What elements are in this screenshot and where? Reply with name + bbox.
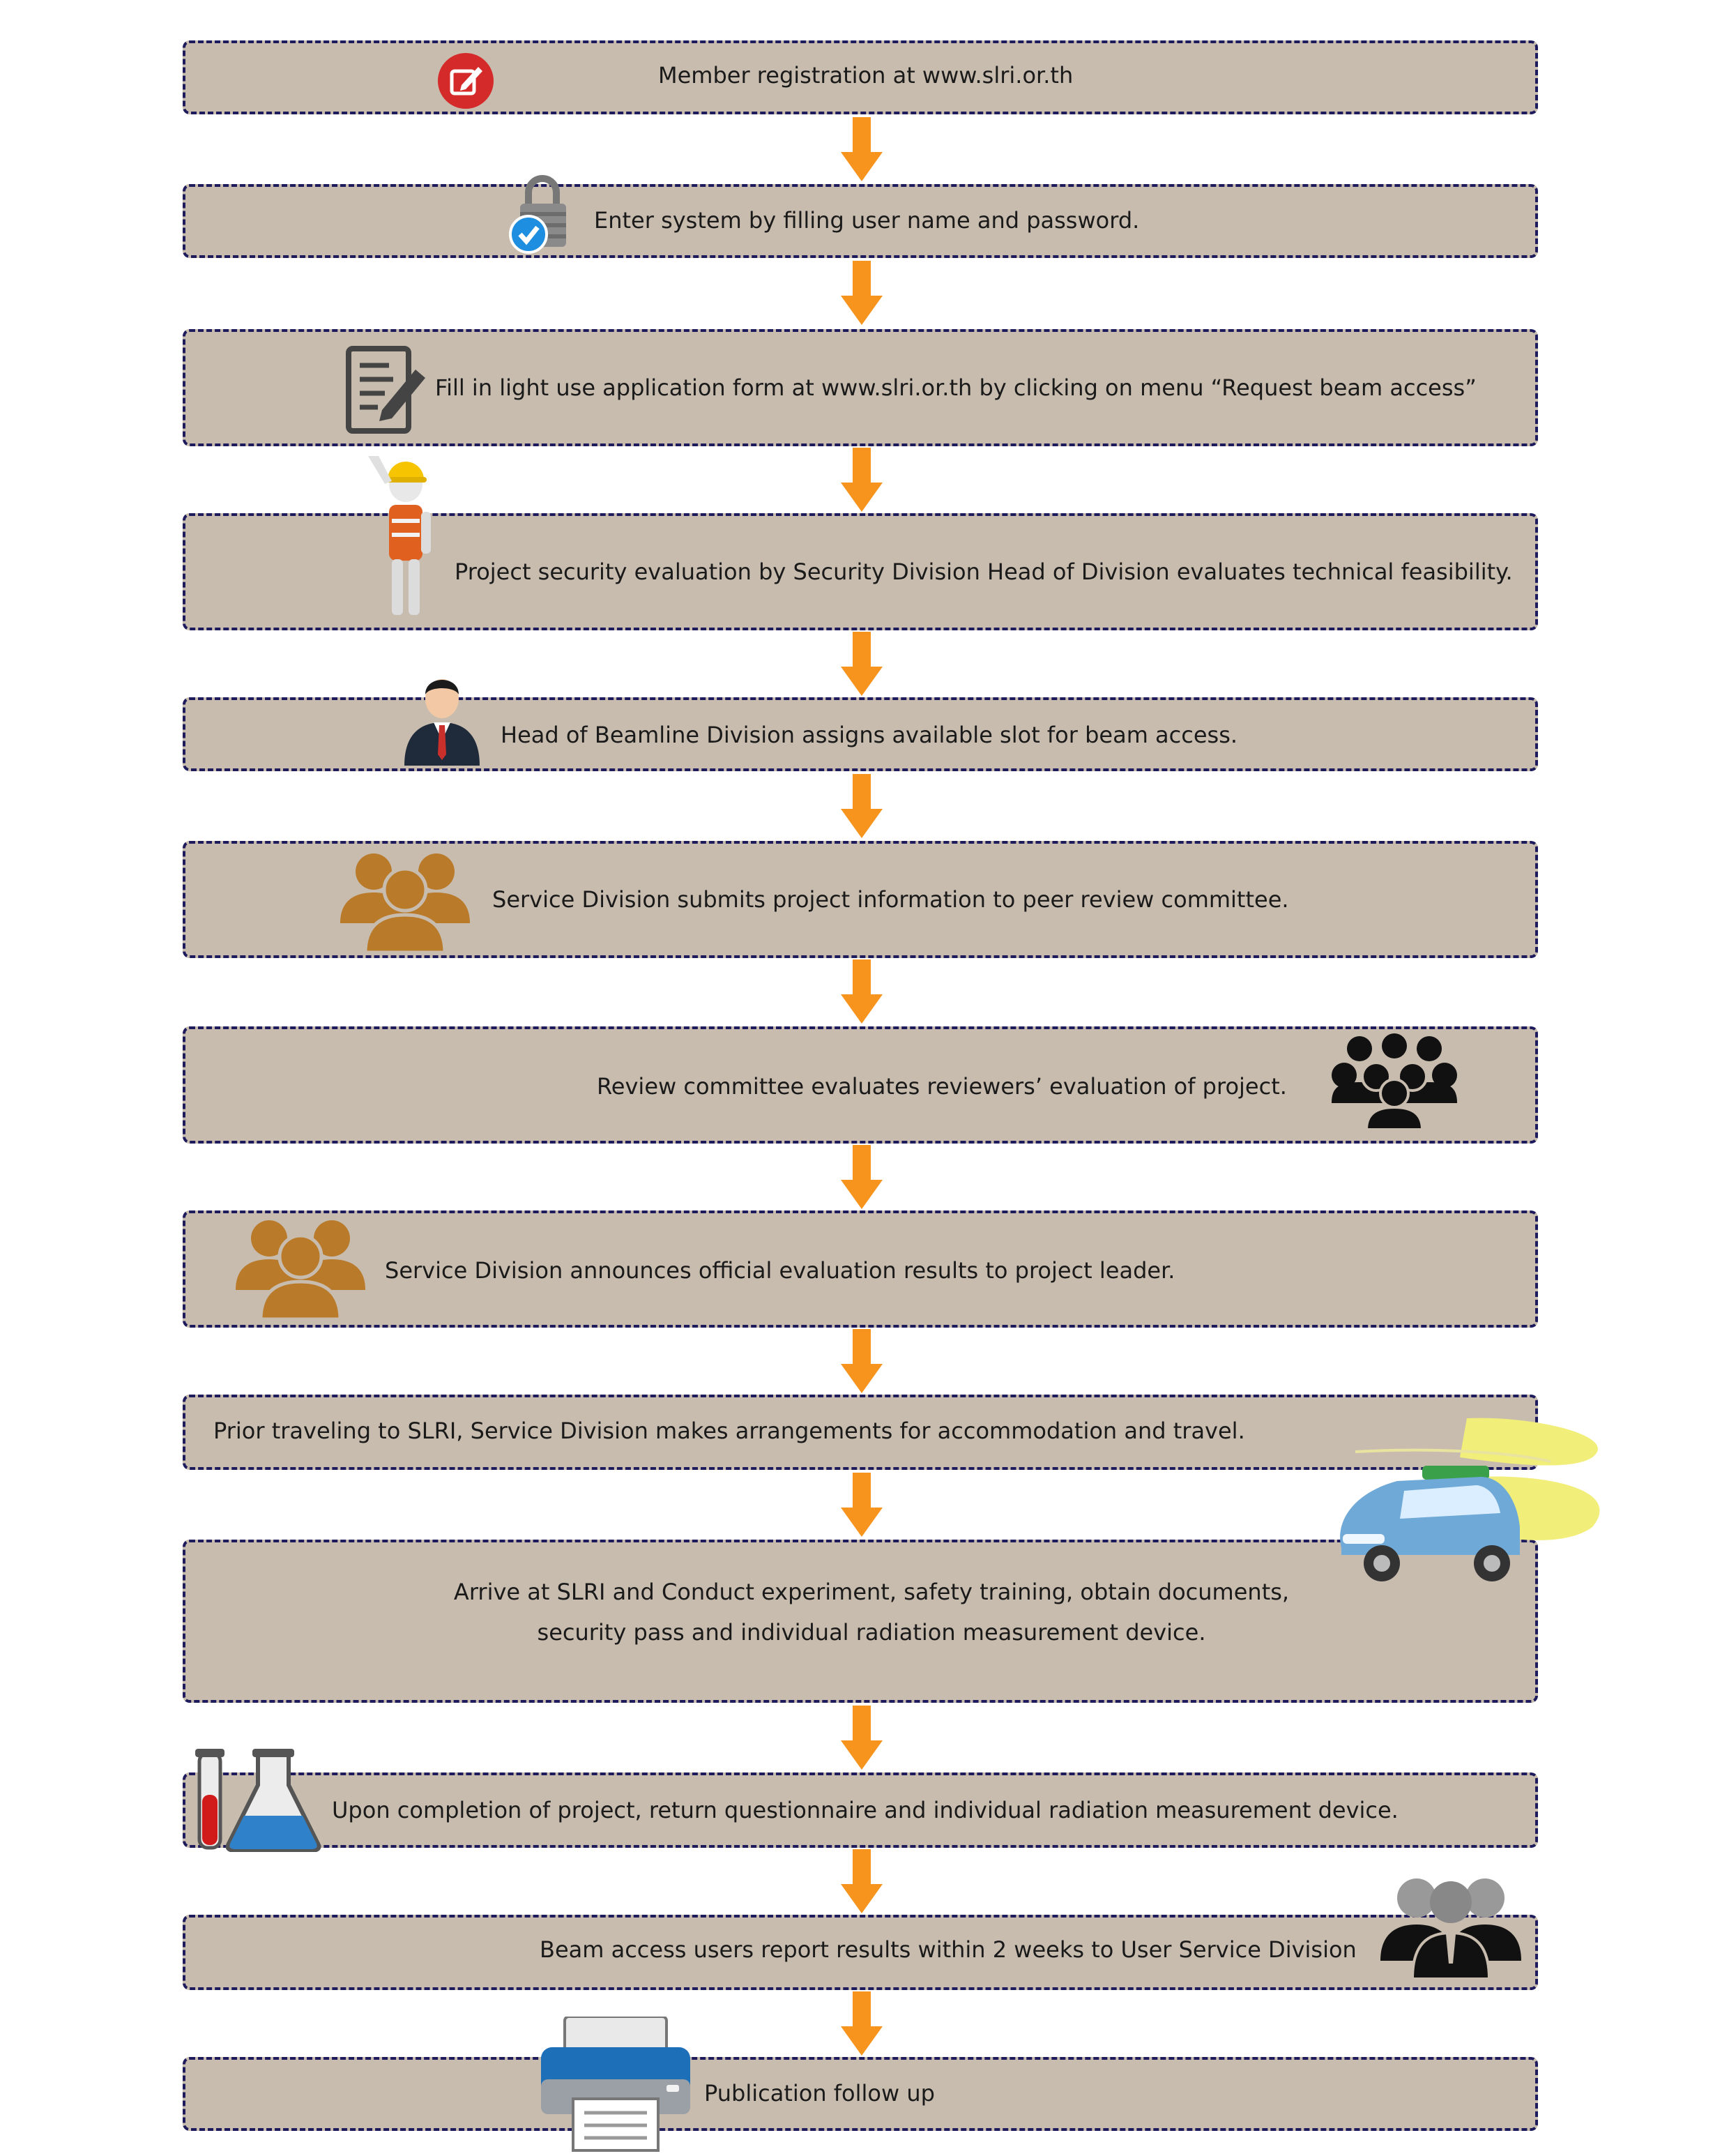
down-arrow-8 (841, 1329, 883, 1393)
down-arrow-10 (841, 1706, 883, 1770)
worker-figure-icon (361, 456, 445, 621)
team-meeting-icon (1380, 1874, 1521, 1979)
step-2-label: Enter system by filling user name and password. (594, 207, 1140, 234)
edit-icon (436, 52, 495, 110)
step-10-line-2: security pass and individual radiation measurement device. (537, 1619, 1206, 1646)
step-7-label: Review committee evaluates reviewers’ evaluation of project. (597, 1073, 1287, 1100)
down-arrow-2 (841, 261, 883, 325)
down-arrow-3 (841, 448, 883, 512)
step-9-label: Prior traveling to SLRI, Service Division makes arrangements for accommodation and travel. (213, 1418, 1245, 1444)
form-document-icon (343, 343, 429, 438)
lab-flasks-icon (192, 1746, 322, 1852)
down-arrow-9 (841, 1473, 883, 1537)
printer-icon (541, 2017, 690, 2152)
down-arrow-6 (841, 959, 883, 1024)
people-group-icon (340, 847, 470, 952)
down-arrow-1 (841, 117, 883, 181)
step-12-label: Beam access users report results within 2 weeks to User Service Division (540, 1936, 1357, 1963)
step-3-label: Fill in light use application form at www.slri.or.th by clicking on menu “Request beam access” (435, 374, 1477, 401)
down-arrow-11 (841, 1849, 883, 1913)
people-group-icon-2 (236, 1213, 365, 1319)
car-icon (1327, 1409, 1616, 1597)
step-10-line-1: Arrive at SLRI and Conduct experiment, safety training, obtain documents, (453, 1579, 1290, 1605)
step-13-label: Publication follow up (704, 2080, 935, 2106)
step-1-label: Member registration at www.slri.or.th (658, 62, 1074, 89)
down-arrow-12 (841, 1991, 883, 2056)
step-4-label: Project security evaluation by Security Division Head of Division evaluates technical feasibility. (455, 559, 1513, 585)
step-8-label: Service Division announces official evaluation results to project leader. (385, 1257, 1175, 1284)
lock-check-icon (508, 167, 577, 257)
step-10-label (376, 1572, 1366, 1653)
down-arrow-7 (841, 1145, 883, 1209)
step-5-label: Head of Beamline Division assigns available slot for beam access. (501, 722, 1238, 748)
down-arrow-4 (841, 632, 883, 696)
step-6-label: Service Division submits project information to peer review committee. (492, 886, 1289, 913)
businessman-icon (400, 671, 484, 766)
crowd-icon (1332, 1033, 1457, 1130)
step-11-label: Upon completion of project, return questionnaire and individual radiation measurement device. (332, 1797, 1399, 1823)
down-arrow-5 (841, 774, 883, 838)
